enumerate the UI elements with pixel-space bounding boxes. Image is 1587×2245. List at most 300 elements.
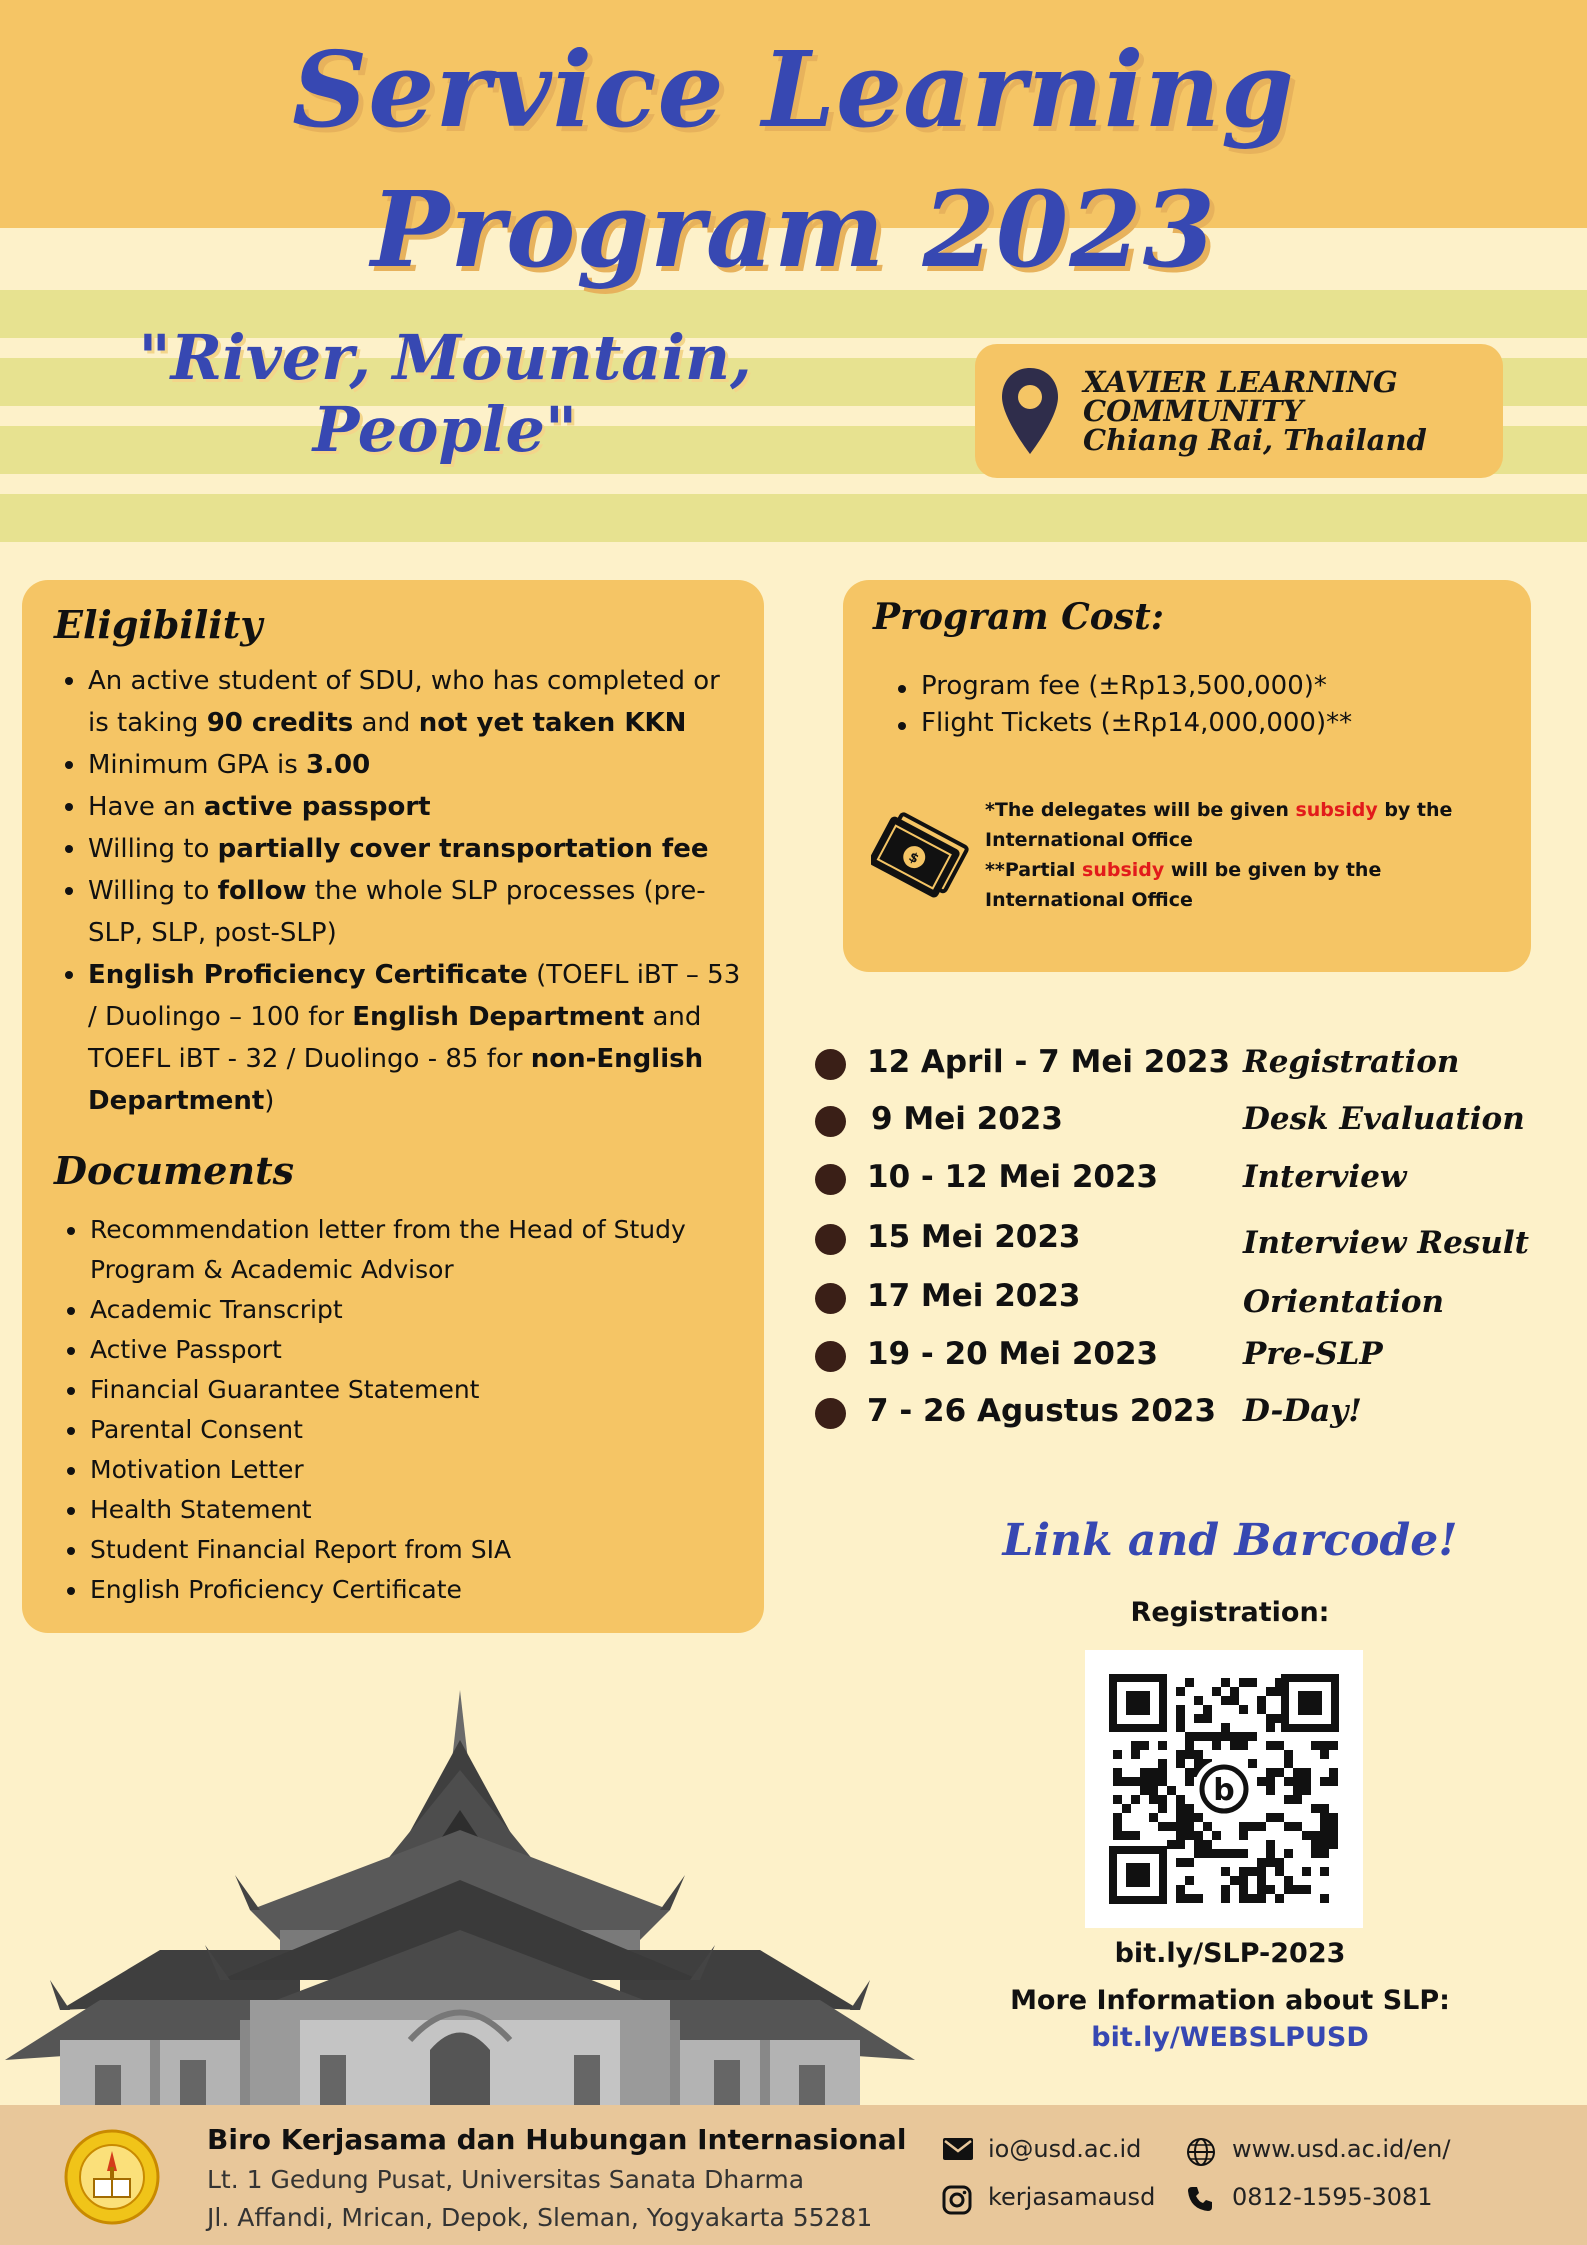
qr-module (1185, 1777, 1194, 1786)
qr-module (1266, 1813, 1275, 1822)
qr-module (1239, 1705, 1248, 1714)
qr-module (1311, 1840, 1320, 1849)
temple-illustration (0, 1680, 920, 2105)
qr-module (1248, 1678, 1257, 1687)
qr-module (1185, 1732, 1194, 1741)
cost-list (885, 668, 1352, 742)
text: by the International Office (985, 799, 1453, 851)
qr-module (1167, 1822, 1176, 1831)
timeline-row (815, 1215, 1575, 1265)
theme-subtitle (95, 322, 795, 466)
timeline-event: D-Day! (1243, 1393, 1362, 1429)
location-pin-icon (999, 366, 1061, 458)
qr-module (1131, 1795, 1140, 1804)
list-item: Parental Consent (54, 1410, 744, 1450)
qr-module (1248, 1822, 1257, 1831)
timeline-dot (815, 1106, 846, 1137)
qr-module (1149, 1795, 1158, 1804)
qr-module (1203, 1849, 1212, 1858)
location-badge (975, 344, 1503, 478)
list-item: Health Statement (54, 1490, 744, 1530)
timeline-row (815, 1155, 1575, 1205)
qr-module (1185, 1831, 1194, 1840)
qr-module (1113, 1768, 1122, 1777)
list-item: Financial Guarantee Statement (54, 1370, 744, 1410)
qr-module (1293, 1795, 1302, 1804)
qr-module (1185, 1813, 1194, 1822)
qr-code-graphic (1085, 1650, 1363, 1928)
eligibility-list (52, 660, 742, 1122)
qr-module (1176, 1804, 1185, 1813)
qr-module (1185, 1876, 1194, 1885)
qr-module (1320, 1741, 1329, 1750)
qr-module (1320, 1840, 1329, 1849)
website-text: www.usd.ac.id/en/ (1232, 2135, 1451, 2163)
qr-module (1320, 1813, 1329, 1822)
qr-module (1257, 1885, 1266, 1894)
timeline-dot (815, 1283, 846, 1314)
qr-module (1320, 1804, 1329, 1813)
list-item (52, 786, 742, 828)
qr-module (1239, 1885, 1248, 1894)
qr-module (1221, 1885, 1230, 1894)
qr-module (1230, 1741, 1239, 1750)
qr-module (1311, 1831, 1320, 1840)
qr-module (1212, 1687, 1221, 1696)
list-item: Recommendation letter from the Head of Study Program & Academic Advisor (54, 1210, 744, 1290)
qr-module (1284, 1876, 1293, 1885)
timeline-dot (815, 1049, 846, 1080)
title-line-2: Program 2023 (371, 168, 1216, 291)
qr-module (1176, 1714, 1185, 1723)
qr-module (1221, 1696, 1230, 1705)
qr-module (1185, 1804, 1194, 1813)
qr-module (1176, 1705, 1185, 1714)
qr-module (1122, 1804, 1131, 1813)
qr-module (1293, 1822, 1302, 1831)
qr-module (1239, 1678, 1248, 1687)
qr-module (1248, 1867, 1257, 1876)
qr-module (1113, 1813, 1122, 1822)
qr-module (1320, 1750, 1329, 1759)
timeline-event: Desk Evaluation (1243, 1101, 1525, 1137)
qr-module (1329, 1840, 1338, 1849)
list-item: Motivation Letter (54, 1450, 744, 1490)
timeline-date: 15 Mei 2023 (867, 1219, 1081, 1255)
timeline-date: 19 - 20 Mei 2023 (867, 1336, 1159, 1372)
text: **Partial (985, 859, 1083, 881)
qr-module (1293, 1768, 1302, 1777)
email-text: io@usd.ac.id (988, 2135, 1142, 2163)
text: the whole SLP processes (pre-SLP, SLP, post-SLP) (88, 876, 706, 948)
qr-module (1140, 1786, 1149, 1795)
qr-module (1311, 1804, 1320, 1813)
qr-module (1176, 1813, 1185, 1822)
qr-module (1113, 1777, 1122, 1786)
qr-module (1266, 1840, 1275, 1849)
subsidy-notes (985, 795, 1505, 915)
qr-module (1113, 1831, 1122, 1840)
qr-module (1158, 1804, 1167, 1813)
text: *The delegates will be given (985, 799, 1296, 821)
phone-text: 0812-1595-3081 (1232, 2183, 1433, 2211)
qr-module (1275, 1894, 1284, 1903)
qr-module (1176, 1840, 1185, 1849)
qr-module (1194, 1831, 1203, 1840)
text: Minimum GPA is (88, 750, 307, 780)
qr-module (1329, 1777, 1338, 1786)
mail-icon (942, 2137, 974, 2161)
qr-module (1194, 1714, 1203, 1723)
qr-module (1239, 1741, 1248, 1750)
text-bold: not yet taken KKN (418, 708, 687, 738)
qr-module (1239, 1732, 1248, 1741)
qr-module (1176, 1795, 1185, 1804)
text-bold: non-English Department (88, 1044, 704, 1116)
text: will be given by the International Office (985, 859, 1382, 911)
timeline-event: Registration (1243, 1044, 1460, 1080)
timeline-date: 12 April - 7 Mei 2023 (867, 1044, 1231, 1080)
address-line-1: Lt. 1 Gedung Pusat, Universitas Sanata Dharma (207, 2165, 805, 2194)
qr-module (1230, 1696, 1239, 1705)
qr-module (1266, 1768, 1275, 1777)
theme-line-2: People" (312, 393, 578, 466)
list-item (52, 828, 742, 870)
qr-module (1149, 1786, 1158, 1795)
qr-module (1266, 1786, 1275, 1795)
qr-module (1212, 1732, 1221, 1741)
theme-line-1: "River, Mountain, (138, 321, 752, 394)
qr-module (1131, 1741, 1140, 1750)
text-bold: English Department (352, 1002, 645, 1032)
qr-module (1257, 1867, 1266, 1876)
qr-module (1266, 1741, 1275, 1750)
qr-module (1275, 1858, 1284, 1867)
qr-module (1185, 1822, 1194, 1831)
address-line-2: Jl. Affandi, Mrican, Depok, Sleman, Yogyakarta 55281 (207, 2203, 873, 2232)
qr-module (1293, 1777, 1302, 1786)
eligibility-heading: Eligibility (54, 602, 263, 647)
qr-module (1194, 1813, 1203, 1822)
qr-module (1194, 1759, 1203, 1768)
qr-module (1176, 1687, 1185, 1696)
qr-module (1275, 1741, 1284, 1750)
qr-module (1302, 1777, 1311, 1786)
qr-module (1230, 1687, 1239, 1696)
qr-module (1131, 1777, 1140, 1786)
qr-module (1320, 1831, 1329, 1840)
qr-module (1158, 1777, 1167, 1786)
qr-module (1320, 1777, 1329, 1786)
qr-module (1113, 1750, 1122, 1759)
timeline-event: Interview Result (1243, 1225, 1529, 1261)
location-line-1: XAVIER LEARNING (1083, 365, 1398, 399)
list-item (52, 870, 742, 954)
timeline-row (815, 1040, 1575, 1090)
qr-module (1194, 1732, 1203, 1741)
qr-module (1230, 1849, 1239, 1858)
qr-module (1248, 1894, 1257, 1903)
registration-label: Registration: (1130, 1597, 1330, 1628)
timeline-dot (815, 1224, 846, 1255)
qr-module (1257, 1696, 1266, 1705)
qr-module (1140, 1777, 1149, 1786)
qr-module (1122, 1831, 1131, 1840)
qr-module (1266, 1723, 1275, 1732)
qr-module (1194, 1840, 1203, 1849)
qr-module (1320, 1822, 1329, 1831)
text-bold: active passport (203, 792, 431, 822)
qr-module (1176, 1822, 1185, 1831)
qr-module (1311, 1741, 1320, 1750)
qr-module (1239, 1849, 1248, 1858)
qr-module (1203, 1714, 1212, 1723)
qr-module (1239, 1894, 1248, 1903)
qr-module (1176, 1885, 1185, 1894)
qr-module (1275, 1813, 1284, 1822)
text: and TOEFL iBT - 32 / Duolingo - 85 for (88, 1002, 702, 1074)
qr-module (1239, 1822, 1248, 1831)
qr-module (1158, 1741, 1167, 1750)
qr-module (1176, 1894, 1185, 1903)
qr-module (1284, 1750, 1293, 1759)
text-bold: 90 credits (206, 708, 354, 738)
qr-module (1302, 1768, 1311, 1777)
qr-module (1302, 1831, 1311, 1840)
program-cost-panel (843, 580, 1531, 972)
qr-module (1257, 1876, 1266, 1885)
more-info-link[interactable]: bit.ly/WEBSLPUSD (1091, 2022, 1369, 2053)
qr-module (1185, 1750, 1194, 1759)
location-text (1083, 365, 1427, 457)
list-item: Active Passport (54, 1330, 744, 1370)
qr-module (1185, 1858, 1194, 1867)
qr-module (1221, 1678, 1230, 1687)
qr-module (1140, 1768, 1149, 1777)
qr-module (1113, 1795, 1122, 1804)
list-item (52, 744, 742, 786)
qr-module (1176, 1858, 1185, 1867)
qr-module (1239, 1831, 1248, 1840)
text: ) (264, 1086, 275, 1116)
qr-module (1257, 1705, 1266, 1714)
qr-module (1203, 1840, 1212, 1849)
qr-module (1248, 1759, 1257, 1768)
svg-text:$: $ (906, 849, 922, 868)
qr-module (1122, 1777, 1131, 1786)
qr-module (1320, 1894, 1329, 1903)
qr-module (1329, 1831, 1338, 1840)
qr-module (1221, 1732, 1230, 1741)
qr-module (1185, 1678, 1194, 1687)
text-bold: English Proficiency Certificate (88, 960, 528, 990)
qr-module (1257, 1858, 1266, 1867)
subsidy-highlight: subsidy (1082, 859, 1165, 881)
timeline-date: 10 - 12 Mei 2023 (867, 1159, 1159, 1195)
list-item: English Proficiency Certificate (54, 1570, 744, 1610)
list-item: Academic Transcript (54, 1290, 744, 1330)
qr-module (1185, 1741, 1194, 1750)
qr-module (1176, 1750, 1185, 1759)
timeline-row (815, 1097, 1575, 1147)
qr-module (1266, 1687, 1275, 1696)
qr-module (1284, 1885, 1293, 1894)
qr-module (1302, 1885, 1311, 1894)
links-heading: Link and Barcode! (1002, 1515, 1458, 1566)
qr-code[interactable] (1085, 1650, 1363, 1928)
qr-module (1185, 1894, 1194, 1903)
qr-module (1320, 1849, 1329, 1858)
qr-module (1212, 1831, 1221, 1840)
list-item: Program fee (±Rp13,500,000)* (885, 668, 1352, 705)
qr-module (1239, 1867, 1248, 1876)
timeline-event: Pre-SLP (1243, 1336, 1383, 1372)
timeline-dot (815, 1398, 846, 1429)
qr-module (1284, 1777, 1293, 1786)
university-logo (64, 2129, 160, 2225)
text: Willing to (88, 876, 218, 906)
qr-module (1230, 1732, 1239, 1741)
timeline-event: Interview (1243, 1159, 1407, 1195)
qr-module (1221, 1867, 1230, 1876)
text: and (353, 708, 419, 738)
documents-list (54, 1210, 744, 1610)
qr-module (1266, 1777, 1275, 1786)
text: (TOEFL iBT – 53 / Duolingo – 100 for (88, 960, 741, 1032)
qr-module (1257, 1894, 1266, 1903)
eligibility-panel (22, 580, 764, 1633)
org-name: Biro Kerjasama dan Hubungan Internasional (207, 2123, 907, 2156)
qr-module (1149, 1768, 1158, 1777)
footer (0, 2105, 1587, 2245)
qr-module (1266, 1714, 1275, 1723)
qr-module (1158, 1768, 1167, 1777)
program-cost-heading: Program Cost: (873, 596, 1164, 638)
subsidy-note-2 (985, 855, 1505, 915)
location-line-2: COMMUNITY (1083, 394, 1304, 428)
qr-module (1176, 1723, 1185, 1732)
qr-module (1176, 1831, 1185, 1840)
location-line-3: Chiang Rai, Thailand (1083, 423, 1427, 457)
qr-module (1113, 1822, 1122, 1831)
timeline-row (815, 1389, 1575, 1439)
timeline-date: 9 Mei 2023 (871, 1101, 1063, 1137)
qr-module (1266, 1858, 1275, 1867)
qr-module (1257, 1777, 1266, 1786)
qr-module (1158, 1795, 1167, 1804)
timeline-event: Orientation (1243, 1284, 1445, 1320)
qr-module (1221, 1723, 1230, 1732)
qr-module (1293, 1786, 1302, 1795)
timeline-date: 17 Mei 2023 (867, 1278, 1081, 1314)
registration-link[interactable]: bit.ly/SLP-2023 (1114, 1938, 1346, 1969)
qr-module (1203, 1732, 1212, 1741)
subsidy-note-1 (985, 795, 1505, 855)
qr-module (1158, 1759, 1167, 1768)
qr-module (1149, 1813, 1158, 1822)
qr-module (1239, 1876, 1248, 1885)
qr-module (1203, 1705, 1212, 1714)
qr-module (1302, 1786, 1311, 1795)
list-item (52, 954, 742, 1122)
qr-module (1284, 1759, 1293, 1768)
title-line-1: Service Learning (292, 28, 1295, 151)
qr-module (1266, 1885, 1275, 1894)
text: Willing to (88, 834, 218, 864)
timeline-row (815, 1274, 1575, 1324)
list-item: Student Financial Report from SIA (54, 1530, 744, 1570)
qr-module (1329, 1813, 1338, 1822)
documents-heading: Documents (54, 1148, 295, 1193)
qr-module (1131, 1750, 1140, 1759)
qr-module (1248, 1732, 1257, 1741)
instagram-text: kerjasamausd (988, 2183, 1156, 2211)
qr-module (1158, 1822, 1167, 1831)
qr-module (1284, 1822, 1293, 1831)
phone-icon (1186, 2185, 1214, 2213)
qr-module (1185, 1768, 1194, 1777)
more-info-label: More Information about SLP: (1010, 1985, 1450, 2016)
qr-module (1194, 1750, 1203, 1759)
qr-module (1257, 1822, 1266, 1831)
qr-module (1176, 1759, 1185, 1768)
stripe (0, 494, 1587, 542)
qr-module (1293, 1885, 1302, 1894)
qr-module (1329, 1822, 1338, 1831)
qr-module (1320, 1867, 1329, 1876)
qr-module (1275, 1867, 1284, 1876)
qr-module (1329, 1741, 1338, 1750)
qr-module (1212, 1849, 1221, 1858)
qr-module (1194, 1849, 1203, 1858)
qr-module (1329, 1768, 1338, 1777)
timeline-row (815, 1332, 1575, 1382)
qr-module (1266, 1849, 1275, 1858)
timeline-date: 7 - 26 Agustus 2023 (867, 1393, 1217, 1429)
qr-module (1167, 1840, 1176, 1849)
qr-module (1131, 1831, 1140, 1840)
text-bold: follow (217, 876, 307, 906)
qr-module (1167, 1786, 1176, 1795)
list-item (52, 660, 742, 744)
money-icon (871, 805, 971, 905)
qr-module (1203, 1822, 1212, 1831)
instagram-icon (942, 2185, 972, 2215)
text: An active student of SDU, who has completed or is taking (88, 666, 720, 738)
subsidy-highlight: subsidy (1295, 799, 1378, 821)
text: Have an (88, 792, 204, 822)
qr-module (1194, 1696, 1203, 1705)
globe-icon (1186, 2137, 1216, 2167)
svg-text:b: b (1213, 1773, 1235, 1808)
qr-module (1284, 1795, 1293, 1804)
qr-module (1221, 1849, 1230, 1858)
qr-module (1212, 1741, 1221, 1750)
text-bold: 3.00 (306, 750, 371, 780)
qr-module (1149, 1777, 1158, 1786)
timeline-dot (815, 1164, 846, 1195)
qr-module (1311, 1849, 1320, 1858)
qr-module (1221, 1894, 1230, 1903)
qr-module (1230, 1876, 1239, 1885)
qr-module (1140, 1741, 1149, 1750)
qr-module (1284, 1849, 1293, 1858)
qr-module (1275, 1768, 1284, 1777)
timeline-dot (815, 1341, 846, 1372)
list-item: Flight Tickets (±Rp14,000,000)** (885, 705, 1352, 742)
text-bold: partially cover transportation fee (217, 834, 709, 864)
qr-module (1302, 1867, 1311, 1876)
